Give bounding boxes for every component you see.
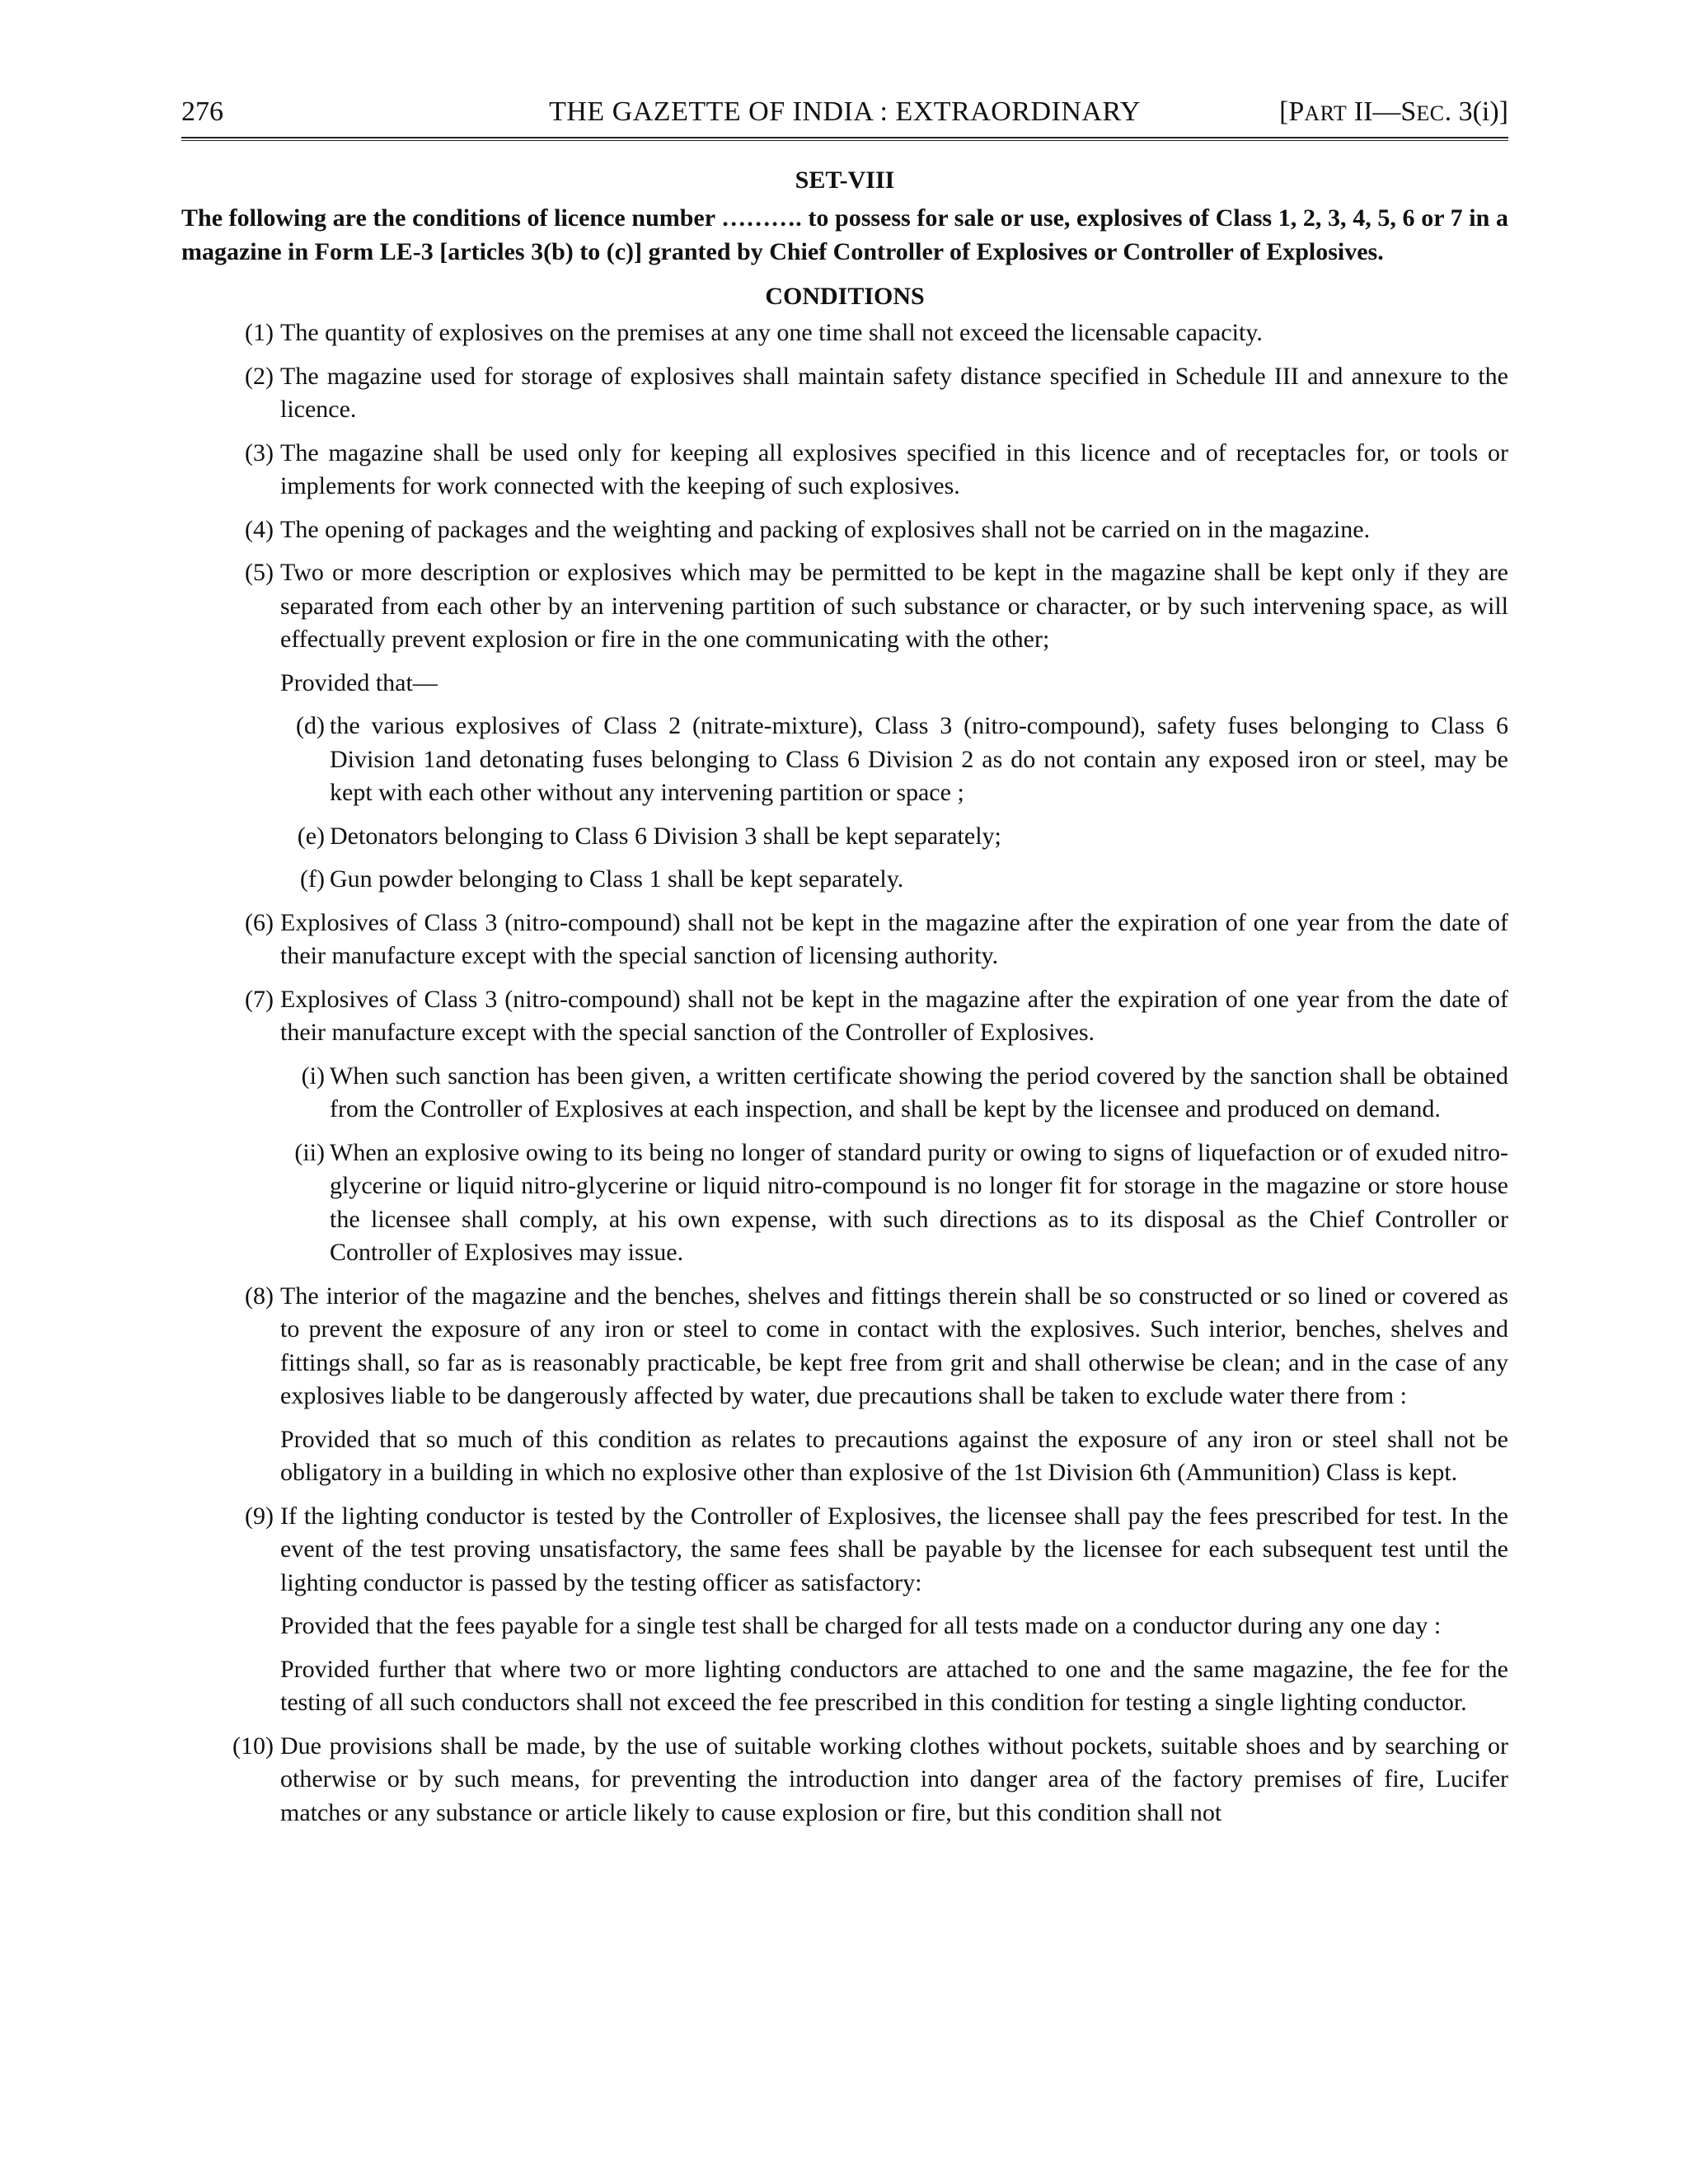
condition-number: (9)	[245, 1502, 274, 1530]
sub-condition-number: (i)	[301, 1062, 325, 1090]
condition-text: If the lighting conductor is tested by the Controller of Explosives, the licensee shall pay the fees prescribed for test. In the event of the test proving unsatisfactory, the same fees shall be payable by the licensee for each subsequent test until the lighting conductor is passed by the testing officer as satisfactory:	[280, 1502, 1508, 1596]
conditions-list	[181, 316, 1508, 1830]
condition-number: (3)	[245, 438, 274, 466]
running-head	[181, 92, 1508, 132]
condition-item	[181, 437, 1508, 504]
condition-item	[181, 316, 1508, 350]
condition-number: (7)	[245, 985, 274, 1013]
condition-text: The interior of the magazine and the benches, shelves and fittings therein shall be so constructed or so lined or covered as to prevent the exposure of any iron or steel to come in contact with the explosives. Such interior, benches, shelves and fittings shall, so far as is reasonably practicable, be kept free from grit and shall otherwise be clean; and in the case of any explosives liable to be dangerously affected by water, due precautions shall be taken to exclude water there from :	[280, 1282, 1508, 1409]
part-close: . 3(i)]	[1444, 96, 1508, 127]
sub-condition-text: When an explosive owing to its being no longer of standard purity or owing to signs of liquefaction or of exuded nitro-glycerine or liquid nitro-glycerine or liquid nitro-compound is no longer fit for storage in the magazine or store house the licensee shall comply, at his own expense, with such directions as to its disposal as the Chief Controller or Controller of Explosives may issue.	[330, 1138, 1508, 1266]
condition-number: (1)	[245, 319, 274, 346]
condition-item	[181, 907, 1508, 973]
sub-condition-item	[181, 820, 1508, 854]
part-open: [	[1279, 96, 1289, 127]
intro-paragraph: The following are the conditions of licence number ………. to possess for sale or use, explosives of Class 1, 2, 3, 4, 5, 6 or 7 in a magazine in Form LE-3 [articles 3(b) to (c)] granted by Chief Controller of Explosives or Controller of Explosives.	[181, 204, 1508, 265]
condition-number: (8)	[245, 1282, 274, 1310]
condition-text: The opening of packages and the weighting and packing of explosives shall not be carried on in the magazine.	[280, 515, 1371, 543]
proviso-text: Provided that—	[280, 668, 438, 696]
sub-condition-item	[181, 710, 1508, 810]
sub-condition-text: Detonators belonging to Class 6 Division 3 shall be kept separately;	[330, 822, 1001, 850]
sub-condition-item	[181, 863, 1508, 897]
proviso-text: Provided further that where two or more lighting conductors are attached to one and the same magazine, the fee for the testing of all such conductors shall not exceed the fee prescribed in this condition for testing a single lighting conductor.	[280, 1655, 1508, 1716]
condition-item	[181, 1280, 1508, 1413]
condition-number: (6)	[245, 908, 274, 936]
gazette-page	[181, 92, 1508, 1830]
set-title: SET-VIII	[795, 166, 895, 194]
condition-text: Explosives of Class 3 (nitro-compound) shall not be kept in the magazine after the expiration of one year from the date of their manufacture except with the special sanction of licensing authority.	[280, 908, 1508, 969]
condition-text: The magazine shall be used only for keeping all explosives specified in this licence and of receptacles for, or tools or implements for work connected with the keeping of such explosives.	[280, 438, 1508, 499]
condition-item	[181, 1730, 1508, 1830]
conditions-heading: CONDITIONS	[765, 283, 925, 310]
condition-number: (2)	[245, 362, 274, 390]
condition-item	[181, 983, 1508, 1050]
condition-text: Explosives of Class 3 (nitro-compound) shall not be kept in the magazine after the expiration of one year from the date of their manufacture except with the special sanction of the Controller of Explosives.	[280, 985, 1508, 1046]
sub-condition-text: When such sanction has been given, a written certificate showing the period covered by the sanction shall be obtained from the Controller of Explosives at each inspection, and shall be kept by the licensee and produced on demand.	[330, 1062, 1508, 1122]
condition-text: Two or more description or explosives which may be permitted to be kept in the magazine shall be kept only if they are separated from each other by an intervening partition of such substance or character, or by such intervening space, as will effectually prevent explosion or fire in the one communicating with the other;	[280, 559, 1508, 653]
condition-number: (4)	[245, 515, 274, 543]
condition-item	[181, 556, 1508, 657]
sub-condition-item	[181, 1137, 1508, 1270]
condition-text: The quantity of explosives on the premises at any one time shall not exceed the licensable capacity.	[280, 319, 1263, 346]
condition-number: (5)	[245, 559, 274, 586]
condition-item	[181, 360, 1508, 427]
sub-condition-number: (d)	[296, 712, 325, 739]
part-section-label	[1279, 92, 1508, 134]
sub-condition-number: (f)	[300, 865, 325, 893]
sub-condition-number: (e)	[297, 822, 325, 850]
gazette-title: THE GAZETTE OF INDIA : EXTRAORDINARY	[549, 96, 1141, 127]
sub-condition-number: (ii)	[294, 1138, 325, 1166]
header-rule	[181, 137, 1508, 141]
condition-number: (10)	[232, 1732, 274, 1760]
sub-condition-text: the various explosives of Class 2 (nitrate-mixture), Class 3 (nitro-compound), safety fuses belonging to Class 6 Division 1and detonating fuses belonging to Class 6 Division 2 as do not contain any exposed iron or steel, may be kept with each other without any intervening partition or space ;	[330, 712, 1508, 806]
condition-text: The magazine used for storage of explosives shall maintain safety distance specified in Schedule III and annexure to the licence.	[280, 362, 1508, 423]
condition-text: Due provisions shall be made, by the use of suitable working clothes without pockets, suitable shoes and by searching or otherwise or by such means, for preventing the introduction into danger area of the factory premises of fire, Lucifer matches or any substance or article likely to cause explosion or fire, but this condition shall not	[280, 1732, 1508, 1826]
section-smallcaps: EC	[1416, 101, 1445, 125]
page-number: 276	[181, 96, 223, 127]
proviso-text: Provided that the fees payable for a single test shall be charged for all tests made on a conductor during any one day :	[280, 1612, 1442, 1639]
proviso-text: Provided that so much of this condition as relates to precautions against the exposure of any iron or steel shall not be obligatory in a building in which no explosive other than explosive of the 1st Division 6th (Ammunition) Class is kept.	[280, 1425, 1508, 1486]
part-middle: II—S	[1347, 96, 1417, 127]
sub-condition-item	[181, 1060, 1508, 1127]
part-smallcaps: ART	[1304, 101, 1348, 125]
part-initial: P	[1288, 96, 1305, 127]
condition-item	[181, 513, 1508, 547]
sub-condition-text: Gun powder belonging to Class 1 shall be kept separately.	[330, 865, 904, 893]
condition-item	[181, 1500, 1508, 1601]
